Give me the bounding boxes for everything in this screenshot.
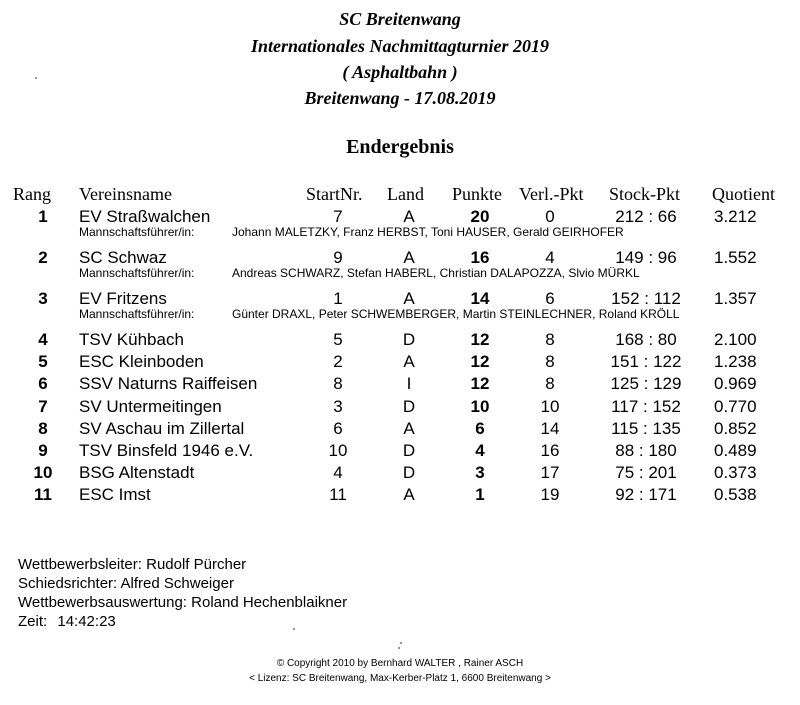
rank-cell: 9 (38, 441, 48, 460)
col-start: StartNr. (306, 184, 363, 204)
quotient-cell: 0.969 (714, 374, 757, 393)
scan-speck (35, 77, 37, 79)
country-cell: D (402, 330, 416, 349)
rank-cell: 4 (38, 330, 48, 349)
evaluation: Wettbewerbsauswertung: Roland Hechenblaikner (18, 594, 348, 611)
rank-cell: 8 (38, 419, 48, 438)
points-cell: 3 (475, 463, 485, 482)
points-cell: 12 (470, 352, 490, 371)
club-cell: EV Straßwalchen (79, 207, 211, 226)
rank-cell: 1 (38, 207, 48, 226)
stock-points-cell: 92 : 171 (615, 485, 677, 504)
col-club: Vereinsname (79, 184, 172, 204)
country-cell: A (403, 419, 415, 438)
start-number-cell: 6 (333, 419, 343, 438)
club-cell: BSG Altenstadt (79, 463, 195, 482)
rank-cell: 3 (38, 289, 48, 308)
country-cell: D (402, 441, 416, 460)
start-number-cell: 7 (333, 207, 343, 226)
lost-points-cell: 4 (545, 248, 555, 267)
start-number-cell: 10 (328, 441, 348, 460)
start-number-cell: 5 (333, 330, 343, 349)
copyright-line: © Copyright 2010 by Bernhard WALTER , Rainer ASCH (276, 658, 524, 669)
quotient-cell: 2.100 (714, 330, 757, 349)
stock-points-cell: 151 : 122 (610, 352, 682, 371)
lost-points-cell: 17 (540, 463, 560, 482)
time-value: 14:42:23 (57, 613, 116, 630)
lost-points-cell: 19 (540, 485, 560, 504)
club-cell: ESC Kleinboden (79, 352, 204, 371)
start-number-cell: 2 (333, 352, 343, 371)
country-cell: A (403, 289, 415, 308)
stock-points-cell: 152 : 112 (611, 289, 681, 308)
time-line (18, 613, 116, 631)
points-cell: 14 (470, 289, 490, 308)
col-stock: Stock-Pkt (609, 184, 681, 204)
col-country: Land (387, 184, 424, 204)
country-cell: D (402, 463, 416, 482)
rank-cell: 10 (33, 463, 53, 482)
country-cell: A (403, 352, 415, 371)
club-title: SC Breitenwang (339, 9, 461, 29)
rank-cell: 5 (38, 352, 48, 371)
club-cell: SSV Naturns Raiffeisen (79, 374, 258, 393)
points-cell: 10 (470, 397, 490, 416)
team-captain-label: Mannschaftsführer/in: (79, 307, 195, 321)
place-date: Breitenwang - 17.08.2019 (304, 88, 496, 108)
points-cell: 12 (470, 330, 490, 349)
club-cell: SC Schwaz (79, 248, 167, 267)
col-lost: Verl.-Pkt (519, 184, 584, 204)
team-captain-label: Mannschaftsführer/in: (79, 225, 195, 239)
lost-points-cell: 8 (545, 330, 555, 349)
scan-speck (398, 647, 400, 649)
quotient-cell: 0.770 (714, 397, 757, 416)
team-members: Andreas SCHWARZ, Stefan HABERL, Christian DALAPOZZA, Slvio MÜRKL (232, 266, 640, 280)
lost-points-cell: 14 (540, 419, 560, 438)
rank-cell: 2 (38, 248, 48, 267)
rank-cell: 7 (38, 397, 48, 416)
stock-points-cell: 117 : 152 (611, 397, 681, 416)
club-cell: TSV Kühbach (79, 330, 184, 349)
referee: Schiedsrichter: Alfred Schweiger (18, 575, 234, 592)
quotient-cell: 0.852 (714, 419, 757, 438)
quotient-cell: 0.373 (714, 463, 757, 482)
quotient-cell: 1.238 (714, 352, 757, 371)
points-cell: 12 (470, 374, 490, 393)
points-cell: 20 (470, 207, 490, 226)
quotient-cell: 1.357 (714, 289, 757, 308)
col-quotient: Quotient (712, 184, 775, 204)
result-subtitle: Endergebnis (346, 136, 454, 158)
start-number-cell: 1 (333, 289, 343, 308)
country-cell: I (406, 374, 412, 393)
lost-points-cell: 10 (540, 397, 560, 416)
points-cell: 4 (475, 441, 485, 460)
country-cell: A (403, 207, 415, 226)
stock-points-cell: 88 : 180 (615, 441, 677, 460)
club-cell: SV Aschau im Zillertal (79, 419, 245, 438)
lost-points-cell: 16 (540, 441, 560, 460)
stock-points-cell: 125 : 129 (610, 374, 682, 393)
country-cell: D (402, 397, 416, 416)
quotient-cell: 0.538 (714, 485, 757, 504)
club-cell: ESC Imst (79, 485, 151, 504)
stock-points-cell: 212 : 66 (615, 207, 677, 226)
license-line: < Lizenz: SC Breitenwang, Max-Kerber-Platz 1, 6600 Breitenwang > (249, 673, 551, 684)
competition-leader: Wettbewerbsleiter: Rudolf Pürcher (18, 556, 247, 573)
stock-points-cell: 149 : 96 (615, 248, 677, 267)
col-rank: Rang (13, 184, 51, 204)
points-cell: 1 (475, 485, 485, 504)
club-cell: SV Untermeitingen (79, 397, 222, 416)
team-members: Johann MALETZKY, Franz HERBST, Toni HAUSER, Gerald GEIRHOFER (232, 225, 624, 239)
start-number-cell: 4 (333, 463, 343, 482)
col-points: Punkte (452, 184, 503, 204)
stock-points-cell: 168 : 80 (615, 330, 677, 349)
event-title: Internationales Nachmittagturnier 2019 (250, 36, 550, 56)
team-captain-label: Mannschaftsführer/in: (79, 266, 195, 280)
lost-points-cell: 6 (545, 289, 555, 308)
club-cell: EV Fritzens (79, 289, 167, 308)
quotient-cell: 1.552 (714, 248, 757, 267)
points-cell: 6 (475, 419, 485, 438)
scan-speck (400, 642, 402, 644)
start-number-cell: 11 (329, 485, 347, 504)
lost-points-cell: 8 (545, 374, 555, 393)
scan-speck (293, 628, 295, 630)
stock-points-cell: 115 : 135 (611, 419, 681, 438)
rank-cell: 11 (34, 485, 52, 504)
club-cell: TSV Binsfeld 1946 e.V. (79, 441, 254, 460)
rank-cell: 6 (38, 374, 48, 393)
lost-points-cell: 8 (545, 352, 555, 371)
quotient-cell: 0.489 (714, 441, 757, 460)
lost-points-cell: 0 (545, 207, 555, 226)
time-label: Zeit: (18, 613, 48, 630)
country-cell: A (403, 485, 415, 504)
stock-points-cell: 75 : 201 (615, 463, 677, 482)
start-number-cell: 3 (333, 397, 343, 416)
country-cell: A (403, 248, 415, 267)
start-number-cell: 9 (333, 248, 343, 267)
track-type: ( Asphaltbahn ) (342, 62, 458, 82)
start-number-cell: 8 (333, 374, 343, 393)
quotient-cell: 3.212 (714, 207, 757, 226)
points-cell: 16 (470, 248, 490, 267)
team-members: Günter DRAXL, Peter SCHWEMBERGER, Martin STEINLECHNER, Roland KRÖLL (232, 307, 680, 321)
